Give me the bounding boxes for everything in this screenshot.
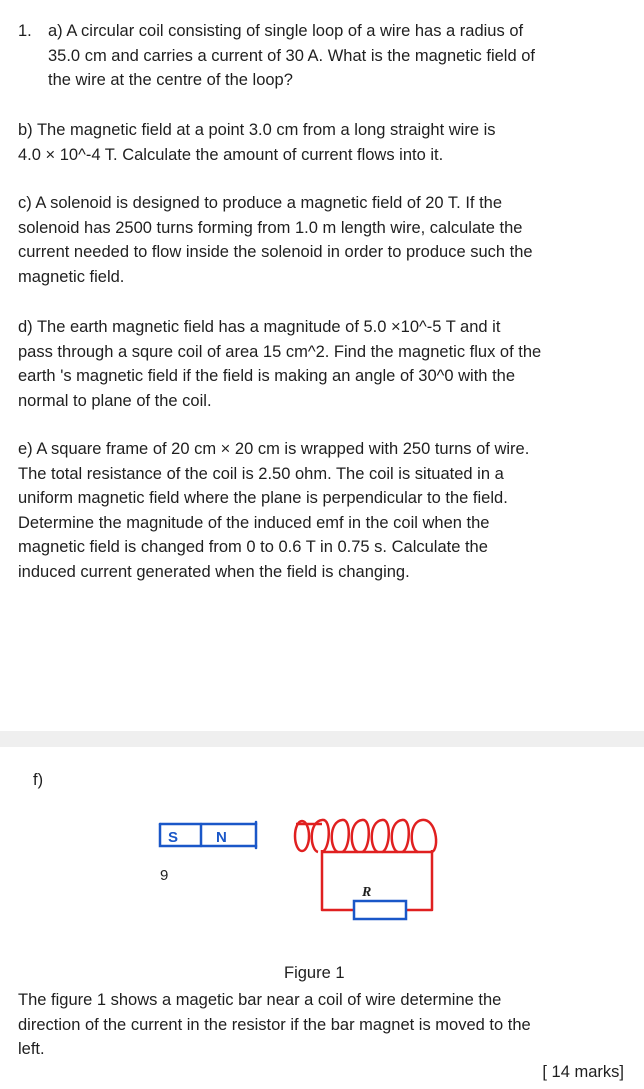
magnet-pole-s: S	[168, 829, 179, 846]
marks-label: [ 14 marks]	[542, 1063, 624, 1081]
question-part-c: c) A solenoid is designed to produce a magnetic field of 20 T. If the solenoid has 2500 turns forming from 1.0 m length wire, calculate the current needed to flow inside the solenoid in order to produce such the magnetic field.	[18, 194, 533, 286]
question-part-f-label: f)	[33, 771, 44, 789]
figure-caption: Figure 1	[284, 964, 345, 982]
figure-1-drawing	[140, 800, 470, 950]
question-part-b: b) The magnetic field at a point 3.0 cm from a long straight wire is 4.0 × 10^-4 T. Calculate the amount of current flows into it.	[18, 121, 496, 164]
resistor-label: R	[362, 885, 372, 900]
question-part-e: e) A square frame of 20 cm × 20 cm is wrapped with 250 turns of wire. The total resistance of the coil is 2.50 ohm. The coil is situated in a uniform magnetic field where the plane is perpendicular to the field. Determine the magnitude of the induced emf in the coil when the magnetic field is changed from 0 to 0.6 T in 0.75 s. Calculate the induced current generated when the field is changing.	[18, 440, 530, 581]
question-part-a: a) A circular coil consisting of single loop of a wire has a radius of 35.0 cm and carries a current of 30 A. What is the magnetic field of the wire at the centre of the loop?	[48, 22, 535, 89]
question-part-d: d) The earth magnetic field has a magnitude of 5.0 ×10^-5 T and it pass through a squre coil of area 15 cm^2. Find the magnetic flux of the earth 's magnetic field if the field is making an angle of 30^0 with the normal to plane of the coil.	[18, 318, 542, 410]
question-number: 1.	[18, 22, 32, 40]
question-part-f-text: The figure 1 shows a magetic bar near a coil of wire determine the direction of the current in the resistor if the bar magnet is moved to the left.	[18, 991, 531, 1058]
stray-mark-9: 9	[160, 867, 169, 884]
resistor	[354, 901, 406, 919]
section-divider	[0, 731, 644, 747]
coil-loops	[295, 820, 436, 852]
magnet-pole-n: N	[216, 829, 227, 846]
